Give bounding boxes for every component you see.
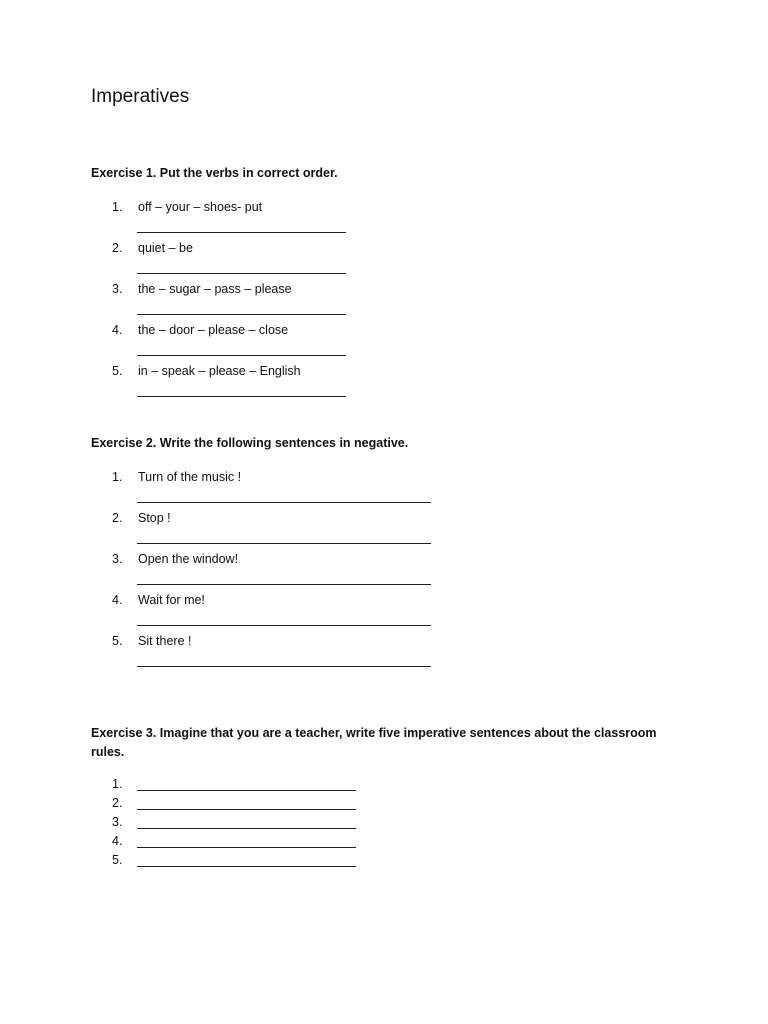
answer-line[interactable]: [137, 866, 356, 867]
item-number: 5.: [112, 364, 123, 378]
item-number: 1.: [112, 200, 123, 214]
answer-line[interactable]: [137, 828, 356, 829]
item-number: 3.: [112, 815, 123, 829]
item-number: 4.: [112, 323, 123, 337]
item-number: 1.: [112, 470, 123, 484]
exercise-1-heading: Exercise 1. Put the verbs in correct order.: [91, 166, 338, 180]
answer-line[interactable]: [137, 584, 431, 585]
answer-line[interactable]: [137, 790, 356, 791]
item-number: 3.: [112, 282, 123, 296]
item-number: 4.: [112, 834, 123, 848]
item-text: quiet – be: [138, 241, 193, 255]
answer-line[interactable]: [137, 625, 431, 626]
item-number: 2.: [112, 796, 123, 810]
answer-line[interactable]: [137, 666, 431, 667]
item-text: Wait for me!: [138, 593, 205, 607]
item-number: 4.: [112, 593, 123, 607]
page-title: Imperatives: [91, 86, 190, 107]
item-text: Open the window!: [138, 552, 239, 566]
answer-line[interactable]: [137, 232, 346, 233]
item-number: 5.: [112, 853, 123, 867]
item-text: the – door – please – close: [138, 323, 289, 337]
item-text: Sit there !: [138, 634, 192, 648]
item-text: the – sugar – pass – please: [138, 282, 292, 296]
exercise-2-heading: Exercise 2. Write the following sentences in negative.: [91, 436, 409, 450]
answer-line[interactable]: [137, 543, 431, 544]
answer-line[interactable]: [137, 355, 346, 356]
item-number: 5.: [112, 634, 123, 648]
item-number: 1.: [112, 777, 123, 791]
item-number: 2.: [112, 241, 123, 255]
item-text: in – speak – please – English: [138, 364, 301, 378]
answer-line[interactable]: [137, 809, 356, 810]
item-text: off – your – shoes- put: [138, 200, 263, 214]
item-text: Stop !: [138, 511, 171, 525]
answer-line[interactable]: [137, 847, 356, 848]
item-number: 2.: [112, 511, 123, 525]
item-number: 3.: [112, 552, 123, 566]
exercise-3-heading: Exercise 3. Imagine that you are a teacher, write five imperative sentences about the classroom rules.: [91, 726, 657, 759]
answer-line[interactable]: [137, 502, 431, 503]
item-text: Turn of the music !: [138, 470, 242, 484]
answer-line[interactable]: [137, 314, 346, 315]
answer-line[interactable]: [137, 396, 346, 397]
answer-line[interactable]: [137, 273, 346, 274]
